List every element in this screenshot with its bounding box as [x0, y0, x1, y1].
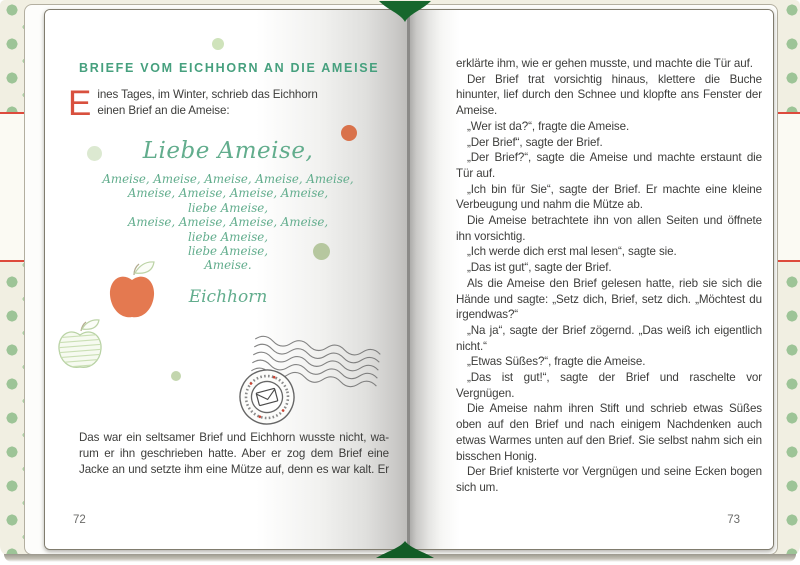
dropcap-letter: E [68, 84, 92, 123]
spine-headband-bottom-icon [372, 541, 438, 560]
page-right [409, 10, 773, 549]
paragraph: „Der Brief?“, sagte die Ameise und machte erstaunt die Tür auf. [456, 151, 762, 180]
paragraph: „Das ist gut“, sagte der Brief. [467, 261, 612, 275]
letter-line: Ameise. [204, 258, 252, 273]
decor-dot-icon [171, 371, 181, 381]
orange-apple-icon [107, 257, 157, 321]
closing-line: Jacke an und setzte ihm eine Mütze auf, denn es war kalt. Er [79, 463, 389, 476]
green-apple-icon [54, 315, 106, 371]
paragraph: „Ich werde dich erst mal lesen“, sagte sie. [467, 245, 677, 259]
letter-line: liebe Ameise, [187, 244, 269, 259]
open-pages [44, 9, 774, 550]
page-number-left: 72 [73, 514, 86, 526]
paragraph: „Etwas Süßes?“, fragte die Ameise. [467, 355, 646, 369]
decor-dot-icon [212, 38, 224, 50]
closing-paragraph [79, 430, 389, 478]
paragraph: erklärte ihm, wie er gehen musste, und machte die Tür auf. [456, 57, 753, 70]
letter-signature: Eichhorn [188, 286, 268, 307]
paragraph: Als die Ameise den Brief gelesen hatte, rieb sie sich die Hände und sagte: „Setz dich, Brief, setz dich. „Möchtest du irgendwas?“ [456, 276, 762, 322]
paragraph: „Wer ist da?“, fragte die Ameise. [467, 119, 630, 133]
page-left [45, 10, 409, 549]
paragraph: Die Ameise betrachtete ihn von allen Seiten und öffnete ihn vorsichtig. [456, 214, 762, 243]
postmark-stamp-icon [221, 331, 403, 445]
page-number-right: 73 [727, 514, 740, 526]
intro-paragraph [68, 84, 353, 123]
paragraph: „Na ja“, sagte der Brief zögernd. „Das weiß ich eigentlich nicht.“ [456, 323, 762, 353]
paragraph: Die Ameise nahm ihren Stift und schrieb etwas Süßes oben auf den Brief und nach einigem Nachdenken auch etwas Warmes unten auf den Brief. Sie selbst nahm sich ein bisschen Honig. [456, 402, 762, 463]
closing-line: rum er ihn geschrieben hatte. Aber er zog dem Brief eine [79, 447, 389, 460]
letter-line: Ameise, Ameise, Ameise, Ameise, [127, 186, 329, 201]
letter-line: liebe Ameise, [187, 229, 269, 244]
letter-line: Ameise, Ameise, Ameise, Ameise, [127, 215, 329, 230]
paragraph: „Der Brief“, sagte der Brief. [467, 135, 603, 149]
spine-seam [407, 10, 410, 549]
chapter-title: BRIEFE VOM EICHHORN AN DIE AMEISE [79, 61, 380, 75]
story-text [456, 56, 762, 496]
letter-line: Ameise, Ameise, Ameise, Ameise, Ameise, [102, 172, 354, 186]
closing-line: Das war ein seltsamer Brief und Eichhorn wusste nicht, wa- [79, 431, 389, 444]
paragraph: Der Brief knisterte vor Vergnügen und seine Ecken bogen sich um. [456, 465, 762, 494]
intro-line: ines Tages, im Winter, schrieb das Eichhorn [97, 88, 318, 101]
letter-line: liebe Ameise, [187, 200, 269, 215]
paragraph: „Ich bin für Sie“, sagte der Brief. Er machte eine kleine Verbeugung und nahm die Mütze ab. [456, 182, 762, 212]
intro-line: einen Brief an die Ameise: [97, 104, 230, 117]
paragraph: Der Brief trat vorsichtig hinaus, klettere die Buche hinunter, lief durch den Schnee und klopfte ans Fenster der Ameise. [456, 72, 762, 118]
letter-salutation: Liebe Ameise, [142, 138, 314, 164]
paragraph: „Das ist gut!“, sagte der Brief und raschelte vor Vergnügen. [456, 371, 762, 400]
spine-headband-top-icon [375, 1, 435, 24]
